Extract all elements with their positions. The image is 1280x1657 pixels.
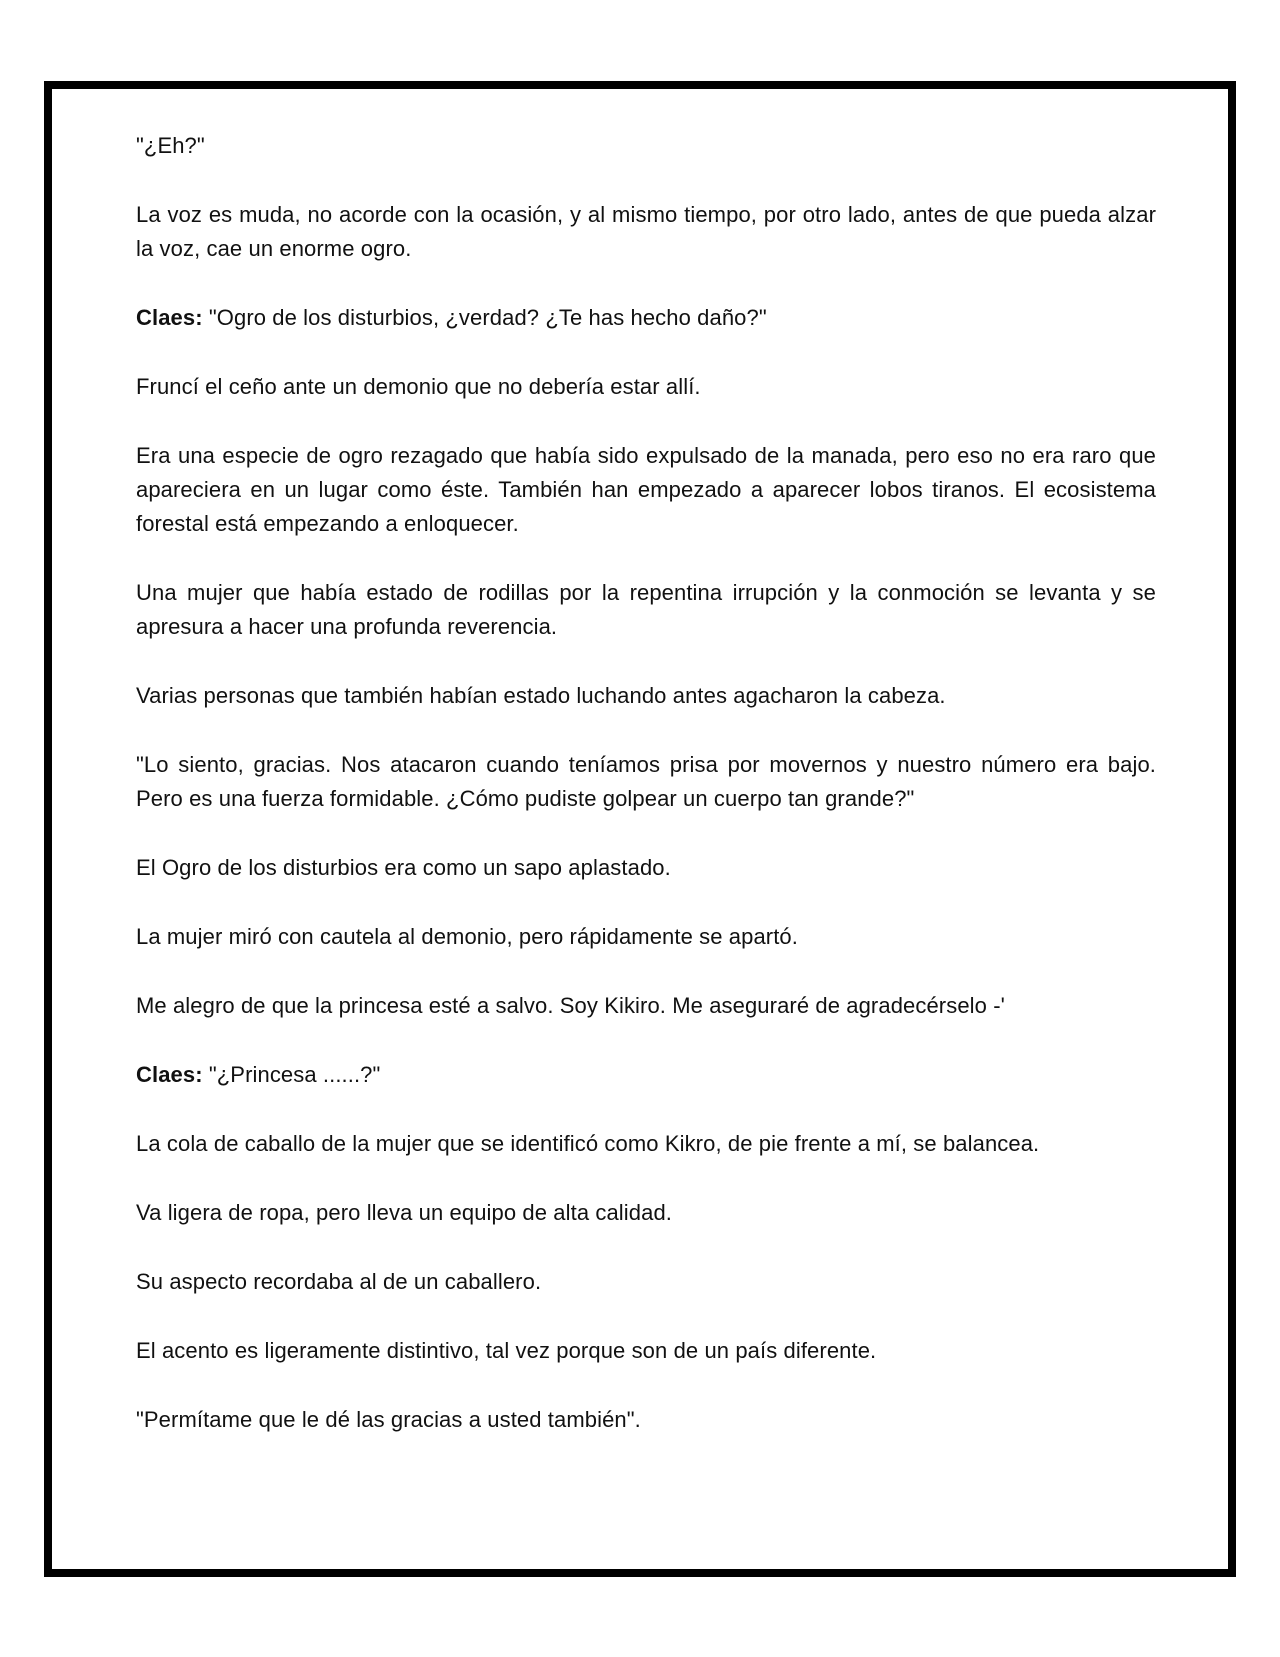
dialogue-paragraph-3 [136, 301, 1156, 335]
paragraph-text: La mujer miró con cautela al demonio, pero rápidamente se apartó. [136, 924, 798, 949]
paragraph-text: El acento es ligeramente distintivo, tal vez porque son de un país diferente. [136, 1338, 877, 1363]
paragraph-text: Una mujer que había estado de rodillas por la repentina irrupción y la conmoción se levanta y se apresura a hacer una profunda reverencia. [136, 580, 1156, 639]
paragraph-6 [136, 576, 1156, 644]
paragraph-9 [136, 851, 1156, 885]
page-frame [44, 81, 1236, 1577]
paragraph-4 [136, 370, 1156, 404]
paragraph-text: Era una especie de ogro rezagado que había sido expulsado de la manada, pero eso no era raro que apareciera en un lugar como éste. También han empezado a aparecer lobos tiranos. El ecosistema forestal está empezando a enloquecer. [136, 443, 1156, 536]
paragraph-text: "Permítame que le dé las gracias a usted también". [136, 1407, 641, 1432]
dialogue-paragraph-12 [136, 1058, 1156, 1092]
paragraph-10 [136, 920, 1156, 954]
paragraph-17 [136, 1403, 1156, 1437]
paragraph-text: El Ogro de los disturbios era como un sapo aplastado. [136, 855, 671, 880]
paragraph-7 [136, 679, 1156, 713]
speaker-label: Claes: [136, 1062, 203, 1087]
paragraph-text: Varias personas que también habían estado luchando antes agacharon la cabeza. [136, 683, 946, 708]
paragraph-11 [136, 989, 1156, 1023]
paragraph-14 [136, 1196, 1156, 1230]
paragraph-13 [136, 1127, 1156, 1161]
paragraph-text: "¿Eh?" [136, 133, 205, 158]
paragraph-text: "Lo siento, gracias. Nos atacaron cuando teníamos prisa por movernos y nuestro número era bajo. Pero es una fuerza formidable. ¿Cómo pudiste golpear un cuerpo tan grande?" [136, 752, 1156, 811]
paragraph-2 [136, 198, 1156, 266]
dialogue-text: "¿Princesa ......?" [208, 1062, 381, 1087]
paragraph-text: Va ligera de ropa, pero lleva un equipo de alta calidad. [136, 1200, 673, 1225]
paragraph-text: Su aspecto recordaba al de un caballero. [136, 1269, 542, 1294]
paragraph-5 [136, 439, 1156, 541]
paragraph-text: La voz es muda, no acorde con la ocasión, y al mismo tiempo, por otro lado, antes de que pueda alzar la voz, cae un enorme ogro. [136, 202, 1156, 261]
paragraph-text: La cola de caballo de la mujer que se identificó como Kikro, de pie frente a mí, se balancea. [136, 1131, 1040, 1156]
dialogue-text: "Ogro de los disturbios, ¿verdad? ¿Te has hecho daño?" [208, 305, 767, 330]
speaker-label: Claes: [136, 305, 203, 330]
paragraph-16 [136, 1334, 1156, 1368]
paragraph-text: Fruncí el ceño ante un demonio que no debería estar allí. [136, 374, 701, 399]
paragraph-text: Me alegro de que la princesa esté a salvo. Soy Kikiro. Me aseguraré de agradecérselo -' [136, 993, 1005, 1018]
paragraph-15 [136, 1265, 1156, 1299]
paragraph-8 [136, 748, 1156, 816]
page-content [136, 129, 1156, 1472]
paragraph-1 [136, 129, 1156, 163]
